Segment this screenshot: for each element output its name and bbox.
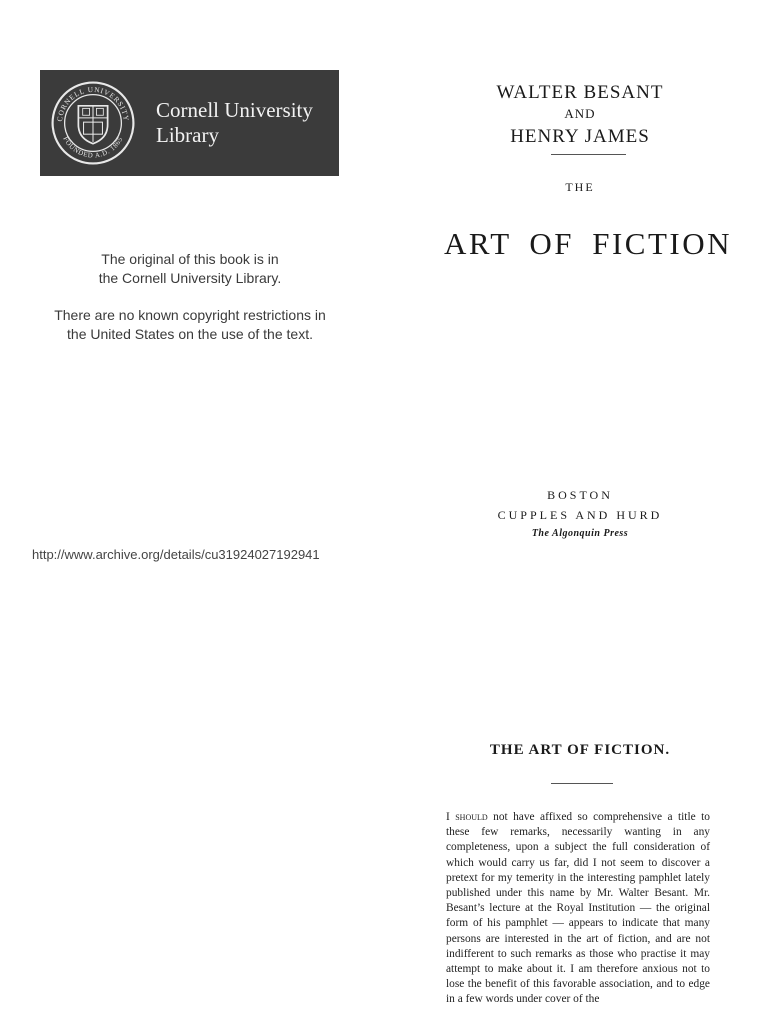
seal-text-bottom: FOUNDED A.D. 1865	[61, 135, 125, 160]
notice-copyright	[30, 306, 350, 344]
chapter-first-word: I should	[446, 811, 488, 823]
notice-original	[30, 250, 350, 288]
library-logo	[40, 70, 339, 176]
chapter-text: not have affixed so comprehensive a title to these few remarks, necessarily wanting in any completeness, upon a subject the full consideration of which would carry us far, did I not seem to discover a pretext for my temerity in the interesting pamphlet lately published under this name by Mr. Walter Besant. Mr. Besant’s lecture at the Royal Institution — the original form of his pamphlet — appears to indicate that many persons are interested in the art of fiction, and are not indifferent to such remarks as those who practise it may attempt to make about it. I am therefore anxious not to lose the benefit of this favorable association, and to edge in a few words under cover of the	[446, 811, 710, 1006]
conjunction: AND	[564, 106, 596, 121]
notice-line4: the United States on the use of the text.	[67, 326, 313, 342]
author-1: WALTER BESANT	[496, 82, 664, 103]
cornell-seal-icon	[50, 80, 136, 166]
logo-line1: Cornell University	[156, 98, 313, 122]
notice-line2: the Cornell University Library.	[98, 270, 282, 286]
imprint-city: BOSTON	[547, 488, 613, 502]
chapter-rule	[551, 783, 613, 784]
book-title-wrap	[429, 226, 747, 262]
chapter-heading: THE ART OF FICTION.	[489, 742, 671, 758]
divider-rule	[551, 154, 626, 155]
chapter-body	[446, 810, 710, 1008]
archive-url-link[interactable]: http://www.archive.org/details/cu31924027192941	[32, 547, 320, 562]
logo-line2: Library	[156, 123, 219, 147]
article-the: THE	[565, 180, 595, 194]
notice-line3: There are no known copyright restrictions in	[54, 307, 326, 323]
book-title: ART OF FICTION	[444, 226, 732, 261]
notice-line1: The original of this book is in	[101, 251, 279, 267]
author-2: HENRY JAMES	[510, 126, 650, 147]
imprint-publisher: CUPPLES AND HURD	[497, 508, 663, 522]
imprint-press: The Algonquin Press	[531, 528, 629, 539]
seal-text-top: CORNELL UNIVERSITY	[54, 84, 132, 123]
